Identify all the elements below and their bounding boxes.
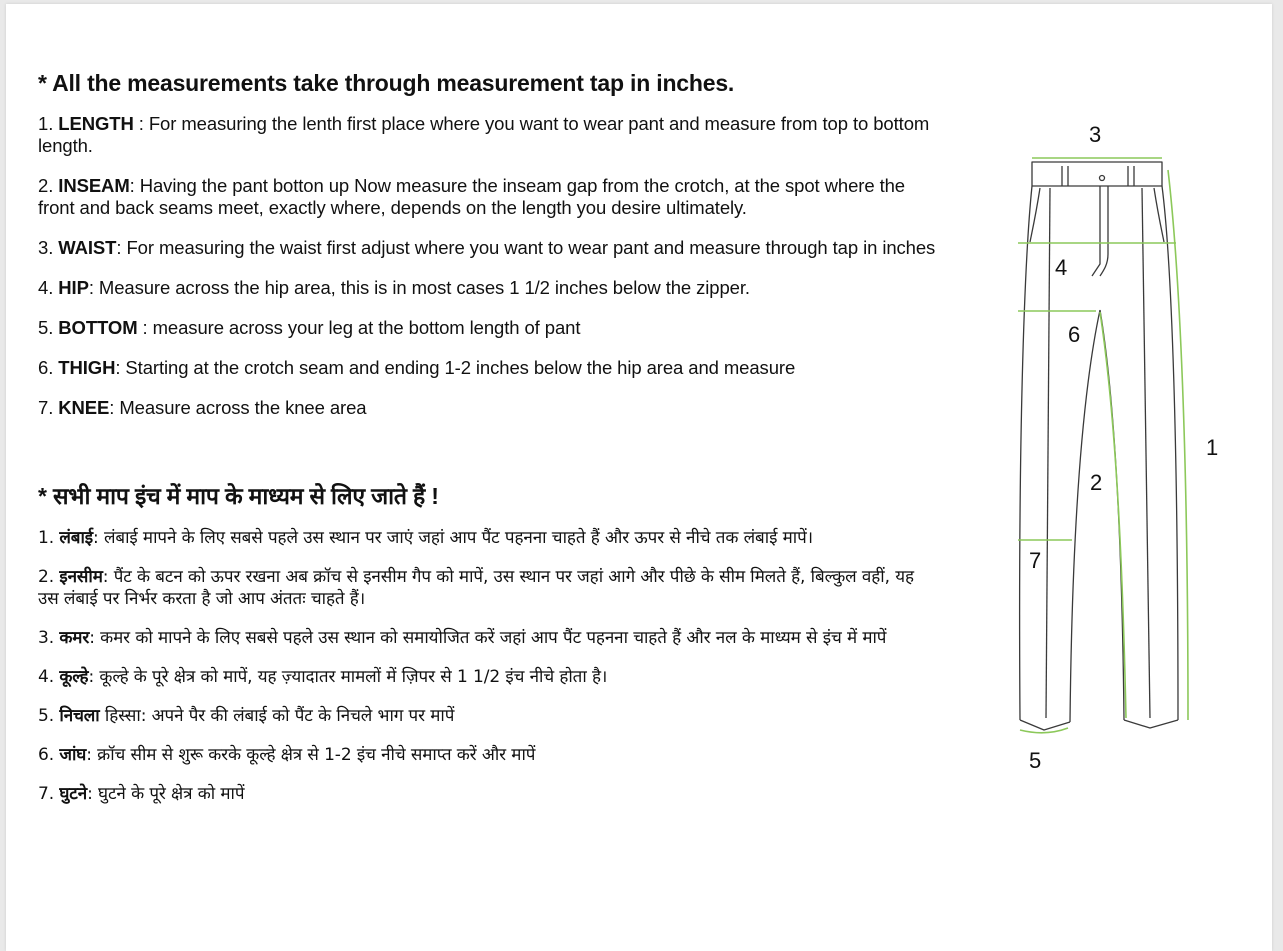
english-item-inseam: 2. INSEAM: Having the pant botton up Now measure the inseam gap from the crotch, at the spot where the front and back seams meet, exactly where, depends on the length you desire ultimately. [38, 175, 905, 218]
label-waist: 3 [1089, 122, 1102, 147]
measure-lines [1018, 158, 1188, 733]
hindi-item-thigh: 6. जांघ: क्रॉच सीम से शुरू करके कूल्हे क्षेत्र से 1-2 इंच नीचे समाप्त करें और मापें [38, 745, 536, 765]
hindi-item-knee: 7. घुटने: घुटने के पूरे क्षेत्र को मापें [38, 784, 245, 804]
hindi-item-hip: 4. कूल्हे: कूल्हे के पूरे क्षेत्र को मापें, यह ज़्यादातर मामलों में ज़िपर से 1 1/2 इंच नीचे होता है। [38, 667, 608, 687]
english-heading: * All the measurements take through measurement tap in inches. [38, 70, 735, 96]
size-chart-page [6, 4, 1272, 951]
instructions [38, 70, 938, 822]
label-hip: 4 [1055, 255, 1068, 280]
term-bottom: BOTTOM [58, 317, 138, 338]
term-length: LENGTH [58, 113, 134, 134]
left-outseam [1020, 186, 1032, 720]
label-length: 1 [1206, 435, 1219, 460]
term-waist: WAIST [58, 237, 117, 258]
label-thigh: 6 [1068, 322, 1081, 347]
hindi-item-length: 1. लंबाई: लंबाई मापने के लिए सबसे पहले उस स्थान पर जाएं जहां आप पैंट पहनना चाहते हैं और ऊपर से नीचे तक लंबाई मापें। [38, 528, 813, 548]
english-item-thigh: 6. THIGH: Starting at the crotch seam and ending 1-2 inches below the hip area and measure [38, 357, 796, 378]
left-hem [1020, 720, 1070, 730]
term-thigh: THIGH [58, 357, 116, 378]
label-bottom: 5 [1029, 748, 1042, 773]
hindi-list [38, 527, 938, 805]
term-inseam: INSEAM [58, 175, 130, 196]
term-hip: HIP [58, 277, 89, 298]
inseam-measure-line [1100, 312, 1126, 718]
right-inseam [1100, 310, 1124, 720]
english-item-hip: 4. HIP: Measure across the hip area, this is in most cases 1 1/2 inches below the zipper. [38, 277, 750, 298]
english-list [38, 113, 938, 419]
right-outseam [1162, 186, 1178, 720]
hindi-heading: * सभी माप इंच में माप के माध्यम से लिए जाते हैं ! [38, 483, 439, 509]
label-inseam: 2 [1090, 470, 1103, 495]
pant-drawing [996, 114, 1236, 774]
english-item-knee: 7. KNEE: Measure across the knee area [38, 397, 367, 418]
english-item-bottom: 5. BOTTOM : measure across your leg at the bottom length of pant [38, 317, 581, 338]
english-item-waist: 3. WAIST: For measuring the waist first adjust where you want to wear pant and measure through tap in inches [38, 237, 936, 258]
waistband [1032, 162, 1162, 186]
english-item-length: 1. LENGTH : For measuring the lenth first place where you want to wear pant and measure from top to bottom length. [38, 113, 930, 156]
left-inseam [1070, 310, 1103, 722]
right-hem [1124, 720, 1178, 728]
hindi-item-inseam: 2. इनसीम: पैंट के बटन को ऊपर रखना अब क्रॉच से इनसीम गैप को मापें, उस स्थान पर जहां आगे और पीछे के सीम मिलते हैं, बिल्कुल वहीं, यह उस लंबाई पर निर्भर करता है जो आप अंततः चाहते हैं। [38, 567, 914, 609]
hindi-item-bottom: 5. निचला हिस्सा: अपने पैर की लंबाई को पैंट के निचले भाग पर मापें [38, 706, 455, 726]
label-knee: 7 [1029, 548, 1042, 573]
pant-diagram [996, 114, 1236, 774]
hindi-item-waist: 3. कमर: कमर को मापने के लिए सबसे पहले उस स्थान को समायोजित करें जहां आप पैंट पहनना चाहते हैं और नल के माध्यम से इंच में मापें [38, 628, 887, 648]
term-knee: KNEE [58, 397, 110, 418]
